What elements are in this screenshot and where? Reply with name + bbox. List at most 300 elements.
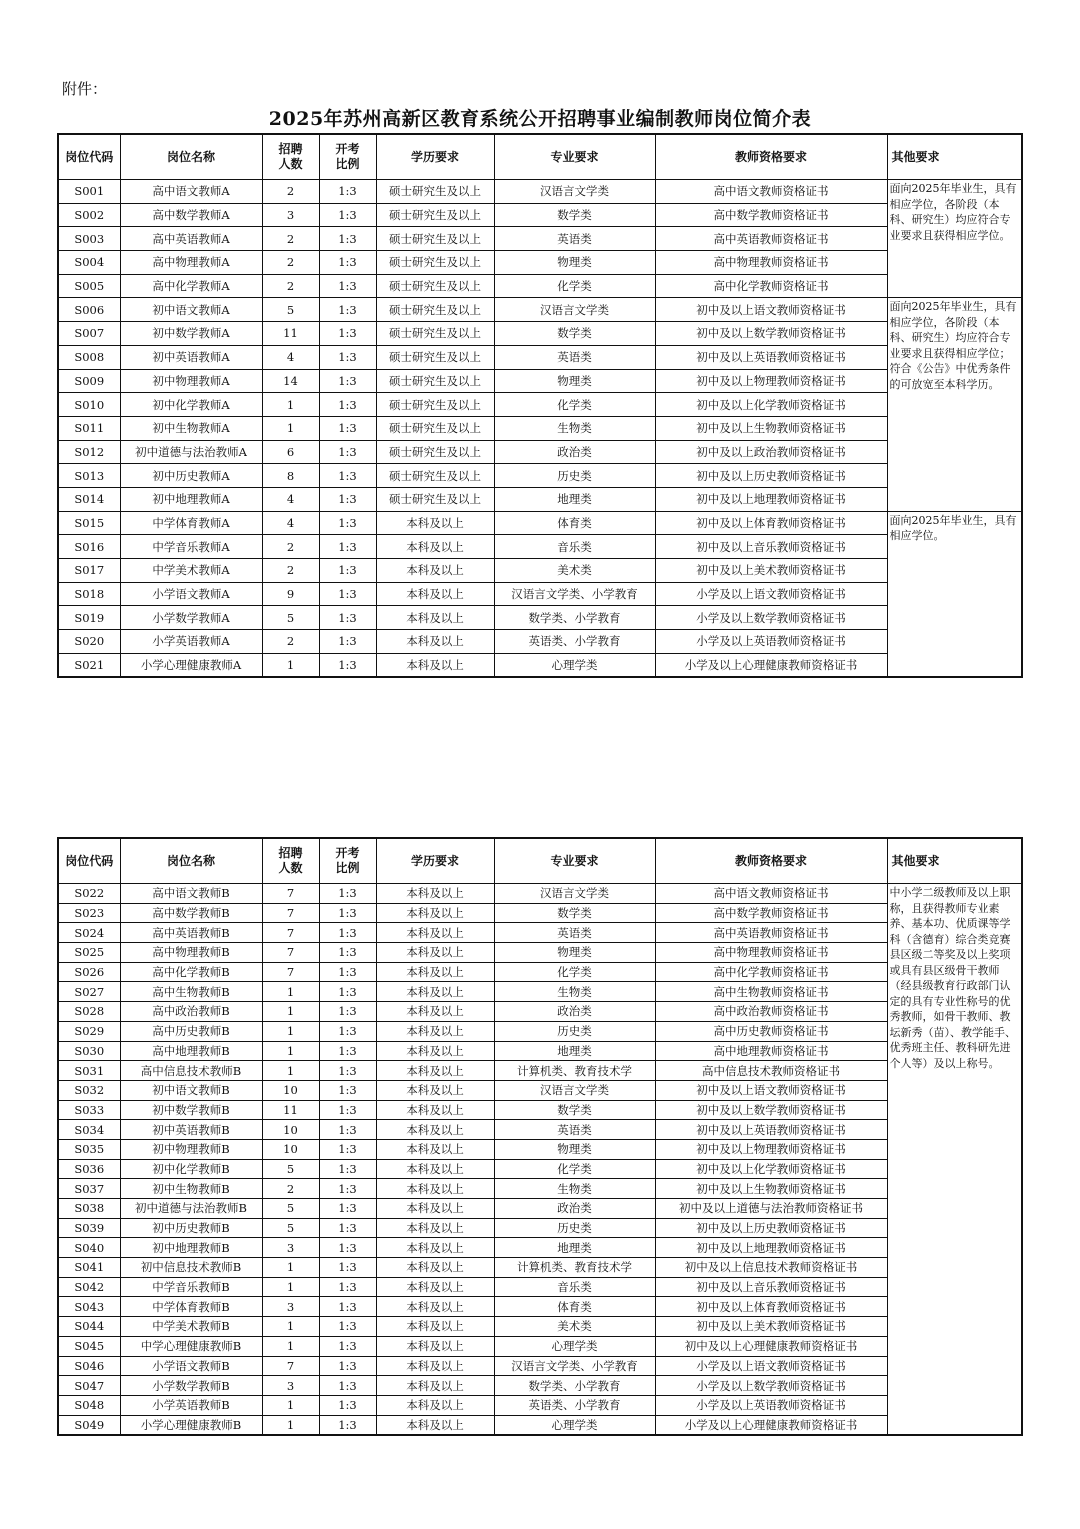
cell-code: S033: [58, 1100, 120, 1120]
cell-major: 生物类: [494, 1179, 655, 1199]
table-row: [58, 582, 1022, 606]
cell-count: 2: [262, 559, 319, 583]
table-row: [58, 1080, 1022, 1100]
header-code: 岗位代码: [58, 134, 120, 180]
cell-name: 初中化学教师B: [120, 1159, 262, 1179]
cell-edu: 本科及以上: [376, 884, 494, 904]
cell-code: S047: [58, 1376, 120, 1396]
cell-edu: 硕士研究生及以上: [376, 180, 494, 204]
table-row: [58, 1297, 1022, 1317]
cell-cert: 初中及以上化学教师资格证书: [655, 1159, 887, 1179]
cell-ratio: 1:3: [319, 1336, 376, 1356]
cell-cert: 初中及以上美术教师资格证书: [655, 559, 887, 583]
table-row: [58, 1336, 1022, 1356]
cell-ratio: 1:3: [319, 1002, 376, 1022]
cell-cert: 小学及以上英语教师资格证书: [655, 630, 887, 654]
cell-name: 高中物理教师B: [120, 943, 262, 963]
positions-table-b: [57, 837, 1023, 1436]
table-row: [58, 1218, 1022, 1238]
cell-ratio: 1:3: [319, 1376, 376, 1396]
cell-name: 中学音乐教师B: [120, 1277, 262, 1297]
cell-code: S029: [58, 1021, 120, 1041]
cell-cert: 初中及以上音乐教师资格证书: [655, 535, 887, 559]
cell-name: 初中生物教师B: [120, 1179, 262, 1199]
cell-cert: 初中及以上道德与法治教师资格证书: [655, 1199, 887, 1219]
cell-ratio: 1:3: [319, 1139, 376, 1159]
cell-edu: 本科及以上: [376, 511, 494, 535]
table-row: [58, 416, 1022, 440]
cell-edu: 硕士研究生及以上: [376, 369, 494, 393]
cell-other-requirements: 面向2025年毕业生，具有相应学位。: [887, 511, 1022, 677]
cell-cert: 初中及以上历史教师资格证书: [655, 464, 887, 488]
cell-ratio: 1:3: [319, 1297, 376, 1317]
cell-code: S021: [58, 653, 120, 677]
page-title: 2025年苏州高新区教育系统公开招聘事业编制教师岗位简介表: [268, 108, 812, 130]
cell-name: 初中物理教师A: [120, 369, 262, 393]
cell-edu: 本科及以上: [376, 1159, 494, 1179]
cell-count: 2: [262, 1179, 319, 1199]
cell-edu: 本科及以上: [376, 982, 494, 1002]
cell-name: 高中英语教师B: [120, 923, 262, 943]
cell-ratio: 1:3: [319, 251, 376, 275]
cell-ratio: 1:3: [319, 1179, 376, 1199]
table-row: [58, 393, 1022, 417]
cell-count: 10: [262, 1120, 319, 1140]
cell-ratio: 1:3: [319, 1238, 376, 1258]
cell-major: 汉语言文学类: [494, 298, 655, 322]
cell-count: 1: [262, 1041, 319, 1061]
cell-ratio: 1:3: [319, 180, 376, 204]
cell-major: 心理学类: [494, 653, 655, 677]
header-edu: 学历要求: [376, 134, 494, 180]
cell-major: 物理类: [494, 251, 655, 275]
cell-name: 高中地理教师B: [120, 1041, 262, 1061]
cell-ratio: 1:3: [319, 440, 376, 464]
cell-name: 高中化学教师A: [120, 274, 262, 298]
cell-name: 高中语文教师B: [120, 884, 262, 904]
cell-edu: 本科及以上: [376, 1080, 494, 1100]
cell-name: 高中化学教师B: [120, 962, 262, 982]
table-row: [58, 1139, 1022, 1159]
cell-ratio: 1:3: [319, 511, 376, 535]
cell-ratio: 1:3: [319, 298, 376, 322]
cell-cert: 小学及以上英语教师资格证书: [655, 1395, 887, 1415]
cell-cert: 初中及以上政治教师资格证书: [655, 440, 887, 464]
cell-cert: 高中数学教师资格证书: [655, 203, 887, 227]
cell-code: S039: [58, 1218, 120, 1238]
header-count: 招聘 人数: [262, 134, 319, 180]
cell-ratio: 1:3: [319, 982, 376, 1002]
cell-cert: 初中及以上信息技术教师资格证书: [655, 1258, 887, 1278]
cell-name: 高中历史教师B: [120, 1021, 262, 1041]
cell-name: 初中英语教师B: [120, 1120, 262, 1140]
cell-count: 7: [262, 923, 319, 943]
cell-edu: 本科及以上: [376, 943, 494, 963]
table-row: [58, 251, 1022, 275]
cell-major: 物理类: [494, 1139, 655, 1159]
table-row: [58, 1258, 1022, 1278]
header-ratio: 开考 比例: [319, 838, 376, 884]
cell-ratio: 1:3: [319, 943, 376, 963]
cell-cert: 高中地理教师资格证书: [655, 1041, 887, 1061]
cell-code: S002: [58, 203, 120, 227]
cell-edu: 本科及以上: [376, 1100, 494, 1120]
cell-major: 数学类: [494, 203, 655, 227]
cell-major: 英语类: [494, 1120, 655, 1140]
header-major: 专业要求: [494, 838, 655, 884]
cell-count: 5: [262, 1199, 319, 1219]
cell-code: S006: [58, 298, 120, 322]
cell-name: 初中信息技术教师B: [120, 1258, 262, 1278]
cell-ratio: 1:3: [319, 203, 376, 227]
cell-count: 7: [262, 1356, 319, 1376]
cell-name: 高中政治教师B: [120, 1002, 262, 1022]
cell-name: 初中地理教师A: [120, 487, 262, 511]
cell-edu: 硕士研究生及以上: [376, 227, 494, 251]
table-row: [58, 1179, 1022, 1199]
cell-edu: 本科及以上: [376, 903, 494, 923]
cell-edu: 本科及以上: [376, 1041, 494, 1061]
table-row: [58, 630, 1022, 654]
cell-cert: 小学及以上心理健康教师资格证书: [655, 1415, 887, 1435]
cell-edu: 硕士研究生及以上: [376, 203, 494, 227]
cell-cert: 初中及以上数学教师资格证书: [655, 322, 887, 346]
cell-code: S022: [58, 884, 120, 904]
cell-code: S032: [58, 1080, 120, 1100]
cell-cert: 高中语文教师资格证书: [655, 884, 887, 904]
cell-name: 初中道德与法治教师A: [120, 440, 262, 464]
cell-edu: 本科及以上: [376, 1021, 494, 1041]
cell-name: 初中道德与法治教师B: [120, 1199, 262, 1219]
cell-count: 1: [262, 416, 319, 440]
cell-code: S018: [58, 582, 120, 606]
cell-name: 小学心理健康教师B: [120, 1415, 262, 1435]
cell-major: 计算机类、教育技术学: [494, 1061, 655, 1081]
cell-name: 初中语文教师A: [120, 298, 262, 322]
cell-code: S036: [58, 1159, 120, 1179]
table-row: [58, 1238, 1022, 1258]
table-row: [58, 487, 1022, 511]
cell-cert: 初中及以上物理教师资格证书: [655, 1139, 887, 1159]
cell-name: 中学体育教师A: [120, 511, 262, 535]
cell-edu: 本科及以上: [376, 1199, 494, 1219]
cell-cert: 初中及以上美术教师资格证书: [655, 1317, 887, 1337]
cell-major: 汉语言文学类、小学教育: [494, 1356, 655, 1376]
cell-ratio: 1:3: [319, 1061, 376, 1081]
table-header-row: [58, 838, 1022, 884]
cell-name: 初中数学教师B: [120, 1100, 262, 1120]
cell-major: 化学类: [494, 274, 655, 298]
cell-name: 小学语文教师B: [120, 1356, 262, 1376]
cell-count: 1: [262, 1061, 319, 1081]
cell-count: 5: [262, 1159, 319, 1179]
cell-code: S023: [58, 903, 120, 923]
cell-edu: 硕士研究生及以上: [376, 345, 494, 369]
cell-edu: 硕士研究生及以上: [376, 393, 494, 417]
cell-name: 初中历史教师B: [120, 1218, 262, 1238]
cell-cert: 高中化学教师资格证书: [655, 274, 887, 298]
cell-ratio: 1:3: [319, 582, 376, 606]
header-other: 其他要求: [887, 838, 1022, 884]
cell-edu: 本科及以上: [376, 1277, 494, 1297]
cell-major: 地理类: [494, 1041, 655, 1061]
cell-edu: 本科及以上: [376, 1179, 494, 1199]
cell-name: 高中语文教师A: [120, 180, 262, 204]
cell-code: S010: [58, 393, 120, 417]
cell-name: 小学数学教师A: [120, 606, 262, 630]
cell-edu: 硕士研究生及以上: [376, 440, 494, 464]
cell-name: 初中历史教师A: [120, 464, 262, 488]
cell-count: 6: [262, 440, 319, 464]
cell-cert: 初中及以上地理教师资格证书: [655, 1238, 887, 1258]
table-row: [58, 1100, 1022, 1120]
cell-major: 历史类: [494, 464, 655, 488]
cell-cert: 高中生物教师资格证书: [655, 982, 887, 1002]
cell-code: S034: [58, 1120, 120, 1140]
cell-name: 中学音乐教师A: [120, 535, 262, 559]
cell-other-requirements: 中小学二级教师及以上职称，且获得教师专业素养、基本功、优质课等学科（含德育）综合类竞赛县区级二等奖及以上奖项或具有县区级骨干教师（经县级教育行政部门认定的具有专业性称号的优秀教师，如骨干教师、教坛新秀（苗）、教学能手、优秀班主任、教科研先进个人等）及以上称号。: [887, 884, 1022, 1436]
cell-count: 3: [262, 1238, 319, 1258]
cell-name: 高中信息技术教师B: [120, 1061, 262, 1081]
cell-count: 7: [262, 962, 319, 982]
cell-cert: 小学及以上语文教师资格证书: [655, 1356, 887, 1376]
cell-name: 初中语文教师B: [120, 1080, 262, 1100]
cell-name: 中学体育教师B: [120, 1297, 262, 1317]
cell-edu: 本科及以上: [376, 1258, 494, 1278]
cell-code: S028: [58, 1002, 120, 1022]
cell-cert: 高中语文教师资格证书: [655, 180, 887, 204]
cell-count: 2: [262, 180, 319, 204]
cell-code: S014: [58, 487, 120, 511]
cell-code: S038: [58, 1199, 120, 1219]
cell-code: S044: [58, 1317, 120, 1337]
cell-code: S026: [58, 962, 120, 982]
cell-ratio: 1:3: [319, 1021, 376, 1041]
cell-major: 英语类、小学教育: [494, 630, 655, 654]
table-row: [58, 1041, 1022, 1061]
cell-edu: 硕士研究生及以上: [376, 298, 494, 322]
cell-code: S012: [58, 440, 120, 464]
table-row: [58, 1061, 1022, 1081]
cell-major: 历史类: [494, 1218, 655, 1238]
cell-name: 初中数学教师A: [120, 322, 262, 346]
cell-count: 7: [262, 884, 319, 904]
cell-edu: 本科及以上: [376, 630, 494, 654]
table-row: [58, 274, 1022, 298]
cell-code: S007: [58, 322, 120, 346]
cell-edu: 本科及以上: [376, 582, 494, 606]
table-row: [58, 464, 1022, 488]
cell-cert: 小学及以上语文教师资格证书: [655, 582, 887, 606]
table-row: [58, 511, 1022, 535]
cell-edu: 本科及以上: [376, 1336, 494, 1356]
cell-ratio: 1:3: [319, 416, 376, 440]
cell-ratio: 1:3: [319, 487, 376, 511]
cell-ratio: 1:3: [319, 1317, 376, 1337]
cell-major: 音乐类: [494, 1277, 655, 1297]
cell-cert: 初中及以上生物教师资格证书: [655, 1179, 887, 1199]
table-row: [58, 298, 1022, 322]
cell-cert: 高中英语教师资格证书: [655, 923, 887, 943]
cell-name: 初中化学教师A: [120, 393, 262, 417]
cell-ratio: 1:3: [319, 1100, 376, 1120]
cell-major: 物理类: [494, 369, 655, 393]
cell-cert: 初中及以上物理教师资格证书: [655, 369, 887, 393]
header-name: 岗位名称: [120, 134, 262, 180]
cell-cert: 初中及以上英语教师资格证书: [655, 345, 887, 369]
cell-cert: 小学及以上数学教师资格证书: [655, 1376, 887, 1396]
cell-count: 1: [262, 1336, 319, 1356]
cell-major: 汉语言文学类: [494, 180, 655, 204]
cell-code: S048: [58, 1395, 120, 1415]
cell-major: 汉语言文学类、小学教育: [494, 582, 655, 606]
table-row: [58, 322, 1022, 346]
cell-count: 1: [262, 653, 319, 677]
cell-ratio: 1:3: [319, 1218, 376, 1238]
cell-cert: 初中及以上地理教师资格证书: [655, 487, 887, 511]
table-row: [58, 884, 1022, 904]
cell-major: 地理类: [494, 1238, 655, 1258]
cell-count: 1: [262, 1021, 319, 1041]
table-row: [58, 1317, 1022, 1337]
cell-count: 1: [262, 1415, 319, 1435]
cell-edu: 本科及以上: [376, 1317, 494, 1337]
cell-major: 生物类: [494, 416, 655, 440]
cell-major: 政治类: [494, 1002, 655, 1022]
table-row: [58, 1395, 1022, 1415]
cell-ratio: 1:3: [319, 274, 376, 298]
cell-count: 3: [262, 1297, 319, 1317]
cell-edu: 本科及以上: [376, 1061, 494, 1081]
cell-cert: 小学及以上心理健康教师资格证书: [655, 653, 887, 677]
cell-edu: 本科及以上: [376, 1139, 494, 1159]
cell-major: 化学类: [494, 962, 655, 982]
cell-major: 心理学类: [494, 1336, 655, 1356]
cell-count: 3: [262, 203, 319, 227]
cell-major: 汉语言文学类: [494, 884, 655, 904]
cell-major: 物理类: [494, 943, 655, 963]
cell-count: 4: [262, 345, 319, 369]
table-row: [58, 1415, 1022, 1435]
cell-code: S040: [58, 1238, 120, 1258]
cell-code: S013: [58, 464, 120, 488]
cell-major: 化学类: [494, 1159, 655, 1179]
cell-name: 小学心理健康教师A: [120, 653, 262, 677]
cell-cert: 高中政治教师资格证书: [655, 1002, 887, 1022]
table-row: [58, 1120, 1022, 1140]
cell-edu: 硕士研究生及以上: [376, 464, 494, 488]
cell-count: 2: [262, 630, 319, 654]
cell-code: S035: [58, 1139, 120, 1159]
cell-code: S042: [58, 1277, 120, 1297]
cell-name: 高中数学教师B: [120, 903, 262, 923]
cell-code: S015: [58, 511, 120, 535]
cell-cert: 高中历史教师资格证书: [655, 1021, 887, 1041]
table-row: [58, 559, 1022, 583]
cell-edu: 本科及以上: [376, 535, 494, 559]
cell-count: 2: [262, 227, 319, 251]
cell-count: 11: [262, 1100, 319, 1120]
cell-major: 美术类: [494, 559, 655, 583]
table-row: [58, 1159, 1022, 1179]
cell-cert: 高中数学教师资格证书: [655, 903, 887, 923]
cell-count: 2: [262, 274, 319, 298]
cell-count: 9: [262, 582, 319, 606]
cell-edu: 本科及以上: [376, 1376, 494, 1396]
cell-code: S003: [58, 227, 120, 251]
cell-code: S001: [58, 180, 120, 204]
cell-edu: 本科及以上: [376, 1356, 494, 1376]
cell-code: S019: [58, 606, 120, 630]
cell-edu: 本科及以上: [376, 559, 494, 583]
cell-name: 中学心理健康教师B: [120, 1336, 262, 1356]
cell-name: 小学语文教师A: [120, 582, 262, 606]
cell-major: 美术类: [494, 1317, 655, 1337]
table-row: [58, 180, 1022, 204]
cell-count: 1: [262, 1002, 319, 1022]
cell-count: 3: [262, 1376, 319, 1396]
header-ratio: 开考 比例: [319, 134, 376, 180]
cell-edu: 本科及以上: [376, 1415, 494, 1435]
cell-edu: 硕士研究生及以上: [376, 416, 494, 440]
cell-major: 英语类: [494, 345, 655, 369]
cell-major: 英语类: [494, 227, 655, 251]
cell-edu: 硕士研究生及以上: [376, 487, 494, 511]
cell-name: 小学英语教师A: [120, 630, 262, 654]
cell-count: 10: [262, 1080, 319, 1100]
cell-major: 音乐类: [494, 535, 655, 559]
cell-code: S027: [58, 982, 120, 1002]
header-code: 岗位代码: [58, 838, 120, 884]
cell-count: 1: [262, 393, 319, 417]
cell-ratio: 1:3: [319, 653, 376, 677]
cell-ratio: 1:3: [319, 1199, 376, 1219]
cell-ratio: 1:3: [319, 464, 376, 488]
cell-count: 14: [262, 369, 319, 393]
cell-count: 5: [262, 1218, 319, 1238]
cell-cert: 初中及以上历史教师资格证书: [655, 1218, 887, 1238]
cell-ratio: 1:3: [319, 1356, 376, 1376]
table-row: [58, 923, 1022, 943]
cell-code: S045: [58, 1336, 120, 1356]
cell-cert: 高中化学教师资格证书: [655, 962, 887, 982]
cell-major: 汉语言文学类: [494, 1080, 655, 1100]
table-row: [58, 653, 1022, 677]
cell-ratio: 1:3: [319, 903, 376, 923]
cell-ratio: 1:3: [319, 227, 376, 251]
cell-ratio: 1:3: [319, 393, 376, 417]
cell-major: 体育类: [494, 511, 655, 535]
cell-code: S043: [58, 1297, 120, 1317]
header-cert: 教师资格要求: [655, 838, 887, 884]
cell-cert: 初中及以上体育教师资格证书: [655, 511, 887, 535]
cell-cert: 初中及以上数学教师资格证书: [655, 1100, 887, 1120]
cell-cert: 高中信息技术教师资格证书: [655, 1061, 887, 1081]
table-row: [58, 1021, 1022, 1041]
cell-major: 数学类、小学教育: [494, 1376, 655, 1396]
cell-edu: 本科及以上: [376, 1120, 494, 1140]
cell-ratio: 1:3: [319, 606, 376, 630]
cell-edu: 硕士研究生及以上: [376, 251, 494, 275]
cell-name: 初中物理教师B: [120, 1139, 262, 1159]
cell-other-requirements: 面向2025年毕业生，具有相应学位，各阶段（本科、研究生）均应符合专业要求且获得相应学位；符合《公告》中优秀条件的可放宽至本科学历。: [887, 298, 1022, 511]
cell-count: 1: [262, 982, 319, 1002]
table-row: [58, 1277, 1022, 1297]
cell-count: 2: [262, 251, 319, 275]
cell-major: 心理学类: [494, 1415, 655, 1435]
table-header-row: [58, 134, 1022, 180]
cell-code: S041: [58, 1258, 120, 1278]
